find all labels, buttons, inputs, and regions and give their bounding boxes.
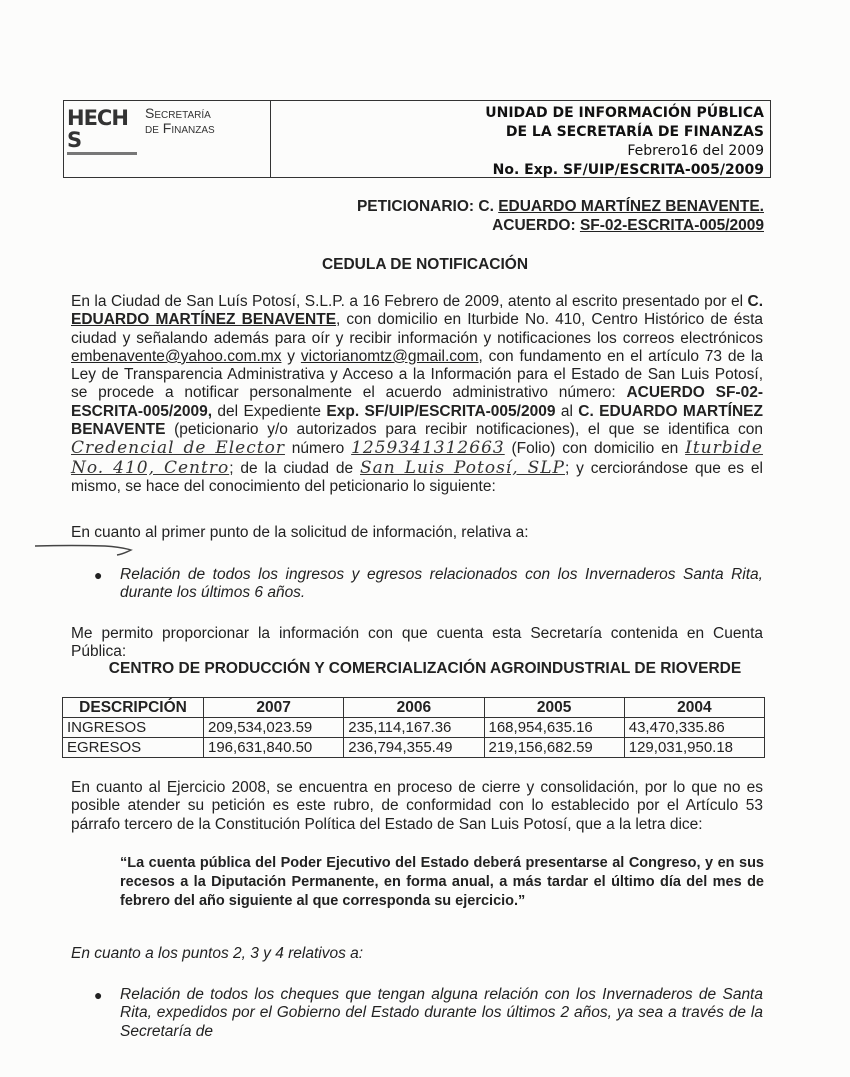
finanzas-label: de Finanzas <box>145 120 215 136</box>
intro-text-7: (peticionario y/o autorizados para recibir notificaciones), el que se identifica con <box>165 421 763 439</box>
agreement-number: SF-02-ESCRITA-005/2009 <box>579 217 764 234</box>
bullet-dot-1: ● <box>94 567 103 583</box>
intro-text-4: , con fundamento en el artículo 73 de la Ley de Transparencia Administrativa y Acceso a la Información para el Estado de San Luis Potosí, se procede a notificar personalmente el acuerdo administrativo número: <box>71 347 763 402</box>
header-divider <box>270 100 271 178</box>
table-header-row <box>63 698 765 718</box>
header-date: Febrero16 del 2009 <box>627 143 764 159</box>
intro-text-11: ; y cerciorándose que es el mismo, se hace del conocimiento del peticionario lo siguiente: <box>71 459 763 495</box>
table-cell: 43,470,335.86 <box>624 718 764 738</box>
petitioner-label: PETICIONARIO: C. <box>356 198 499 215</box>
secretaria-title <box>145 106 215 136</box>
bullet-text-2: Relación de todos los cheques que tengan alguna relación con los Invernaderos de Santa Rita, expedidos por el Gobierno del Estado durante los últimos 2 años, ya sea a través de la Secretaría de <box>120 986 763 1040</box>
acuerdo-inline: ACUERDO SF-02-ESCRITA-005/2009, <box>71 384 763 420</box>
header-2004: 2004 <box>624 698 764 718</box>
header-2005: 2005 <box>484 698 624 718</box>
intro-text-3: y <box>281 347 301 365</box>
email-1: embenavente@yahoo.com.mx <box>71 347 282 365</box>
table-cell: 236,794,355.49 <box>344 738 484 758</box>
intro-text-9: (Folio) con domicilio en <box>504 440 686 458</box>
intro-paragraph <box>71 293 763 496</box>
intro-text-6: al <box>555 402 579 420</box>
header-descripcion: DESCRIPCIÓN <box>63 698 204 718</box>
c-label: C. <box>747 293 763 310</box>
table-cell: 235,114,167.36 <box>344 718 484 738</box>
intro-text-5: del Expediente <box>212 402 327 420</box>
row-label: INGRESOS <box>63 718 204 738</box>
unit-line-1: UNIDAD DE INFORMACIÓN PÚBLICA <box>485 105 764 121</box>
table-cell: 219,156,682.59 <box>484 738 624 758</box>
intro-text-2: , con domicilio en Iturbide No. 410, Centro Histórico de ésta ciudad y señalando además para oír y recibir información y notificaciones los correos electrónicos <box>71 311 763 347</box>
table-cell: 168,954,635.16 <box>484 718 624 738</box>
document-title: CEDULA DE NOTIFICACIÓN <box>321 256 529 273</box>
finance-table <box>62 697 765 758</box>
table-cell: 129,031,950.18 <box>624 738 764 758</box>
center-title: CENTRO DE PRODUCCIÓN Y COMERCIALIZACIÓN AGROINDUSTRIAL DE RIOVERDE <box>108 660 742 677</box>
bullet-dot-2: ● <box>94 987 103 1003</box>
exercise-paragraph: En cuanto al Ejercicio 2008, se encuentra en proceso de cierre y consolidación, por lo que no es posible atender su petición es este rubro, de conformidad con lo establecido por el Artículo 53 párrafo tercero de la Constitución Política del Estado de San Luis Potosí, que a la letra dice: <box>71 779 763 833</box>
table-cell: 196,631,840.50 <box>204 738 344 758</box>
secretaria-label: Secretaría <box>145 105 211 121</box>
petitioner-name-inline-2: C. EDUARDO MARTÍNEZ BENAVENTE <box>71 402 763 439</box>
unit-line-2: DE LA SECRETARÍA DE FINANZAS <box>505 124 764 140</box>
header-2006: 2006 <box>344 698 484 718</box>
handwritten-city: San Luis Potosí, SLP <box>360 457 565 478</box>
logo-underline <box>67 152 137 155</box>
points-234-text: En cuanto a los puntos 2, 3 y 4 relativos a: <box>71 945 364 962</box>
agreement-line <box>492 216 764 235</box>
handwritten-id: Credencial de Elector <box>71 438 285 459</box>
petitioner-line <box>357 197 764 216</box>
intro-text-10: ; de la ciudad de <box>229 459 360 477</box>
agreement-label: ACUERDO: <box>492 217 580 234</box>
exp-inline: Exp. SF/UIP/ESCRITA-005/2009 <box>326 402 556 420</box>
email-2: victorianomtz@gmail.com <box>300 347 479 365</box>
petitioner-name-inline: EDUARDO MARTÍNEZ BENAVENTE <box>71 311 337 329</box>
intro-text-1: En la Ciudad de San Luís Potosí, S.L.P. a 16 Febrero de 2009, atento al escrito presentado por el <box>71 293 748 310</box>
petitioner-name: EDUARDO MARTÍNEZ BENAVENTE. <box>498 198 764 215</box>
table-row <box>63 718 765 738</box>
logo-text: HECH S <box>67 106 128 152</box>
hechos-logo <box>67 104 139 152</box>
intro-text-8: número <box>284 440 352 458</box>
table-cell: 209,534,023.59 <box>204 718 344 738</box>
table-row <box>63 738 765 758</box>
handwritten-number: 1259341312663 <box>351 438 505 459</box>
header-2007: 2007 <box>204 698 344 718</box>
constitution-quote: “La cuenta pública del Poder Ejecutivo del Estado deberá presentarse al Congreso, y en sus recesos a la Diputación Permanente, en forma anual, a más tardar el último día del mes de febrero del año siguiente al que corresponda su ejercicio.” <box>120 855 764 909</box>
handwritten-underline-mark <box>33 543 143 559</box>
bullet-text-1: Relación de todos los ingresos y egresos relacionados con los Invernaderos Santa Rita, durante los últimos 6 años. <box>120 566 763 602</box>
handwritten-address: Iturbide No. 410, Centro <box>71 438 763 478</box>
row-label: EGRESOS <box>63 738 204 758</box>
first-point-text: En cuanto al primer punto de la solicitud de información, relativa a: <box>71 524 529 541</box>
provide-text: Me permito proporcionar la información con que cuenta esta Secretaría contenida en Cuenta Pública: <box>71 625 763 661</box>
header-exp: No. Exp. SF/UIP/ESCRITA-005/2009 <box>492 162 764 178</box>
unit-header <box>485 104 764 180</box>
